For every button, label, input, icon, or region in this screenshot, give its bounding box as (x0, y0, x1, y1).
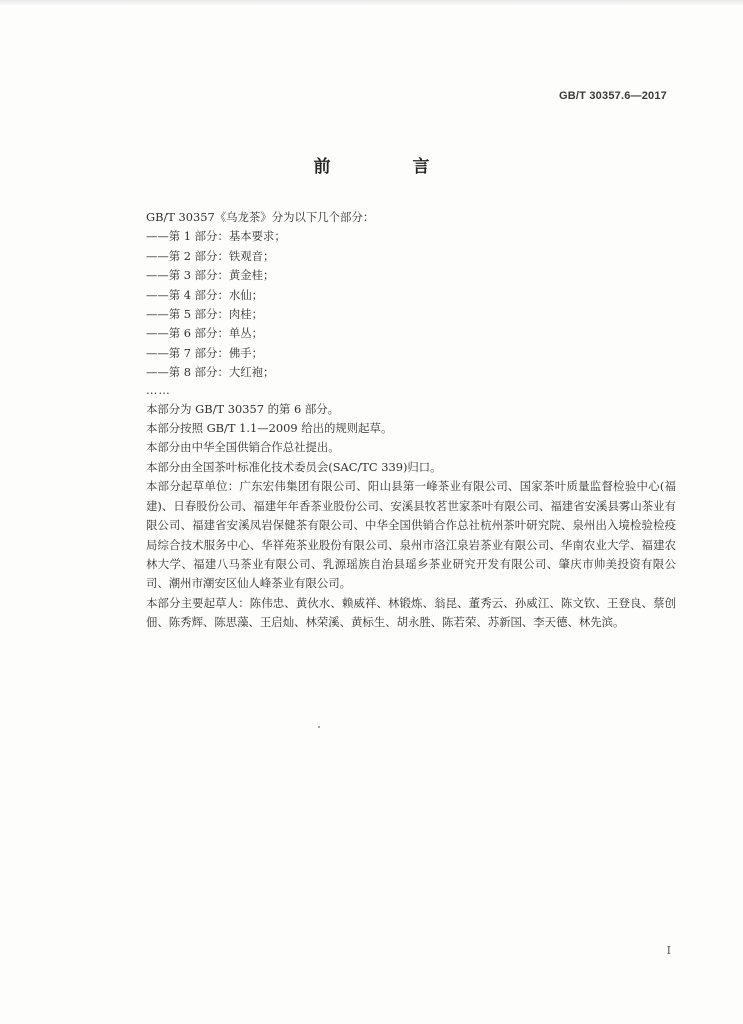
statement-administrator: 本部分由全国茶叶标准化技术委员会(SAC/TC 339)归口。 (146, 459, 442, 474)
list-item: ——第 5 部分：肉桂； (146, 307, 264, 322)
foreword-body (146, 208, 676, 633)
parts-intro: GB/T 30357《乌龙茶》分为以下几个部分： (146, 210, 375, 224)
list-item: ——第 4 部分：水仙； (146, 287, 264, 302)
list-item: ——第 8 部分：大红袍； (146, 365, 275, 380)
drafting-units-paragraph (118, 477, 676, 593)
parts-list (146, 227, 676, 382)
list-item: ——第 1 部分：基本要求； (146, 229, 286, 244)
statement-drafting-rules: 本部分按照 GB/T 1.1—2009 给出的规则起草。 (146, 421, 393, 436)
main-drafters-paragraph (118, 594, 676, 633)
list-item: ——第 7 部分：佛手； (146, 345, 264, 360)
statement-part-number: 本部分为 GB/T 30357 的第 6 部分。 (146, 401, 340, 416)
page-number: I (666, 944, 671, 957)
list-item: ——第 2 部分：铁观音； (146, 248, 275, 263)
statement-proposer: 本部分由中华全国供销合作总社提出。 (146, 440, 340, 455)
scan-speck (318, 726, 320, 728)
standard-code: GB/T 30357.6—2017 (559, 90, 667, 102)
list-item: ——第 6 部分：单丛； (146, 326, 264, 341)
main-drafters-text: 本部分主要起草人：陈伟忠、黄伙水、赖威祥、林锻炼、翁昆、董秀云、孙威江、陈文钦、王登良、蔡创佃、陈秀辉、陈思藻、王启灿、林荣溪、黄标生、胡永胜、陈若荣、苏新国、李天德、林先滨。 (146, 595, 676, 630)
scan-edge-shadow (0, 0, 743, 6)
page-title: 前 言 (313, 157, 468, 177)
list-item: ——第 3 部分：黄金桂； (146, 268, 275, 283)
drafting-units-text: 本部分起草单位：广东宏伟集团有限公司、阳山县第一峰茶业有限公司、国家茶叶质量监督检验中心(福建)、日春股份公司、福建年年香茶业股份公司、安溪县牧茗世家茶叶有限公司、福建省安溪县雾山茶业有限公司、福建省安溪凤岩保健茶有限公司、中华全国供销合作总社杭州茶叶研究院、泉州出入境检验检疫局综合技术服务中心、华祥苑茶业股份有限公司、泉州市洛江泉岩茶业有限公司、华南农业大学、福建农林大学、福建八马茶业有限公司、乳源瑶族自治县瑶乡茶业研究开发有限公司、肇庆市帅美投资有限公司、潮州市潮安区仙人峰茶业有限公司。 (146, 479, 676, 591)
list-ellipsis: …… (146, 382, 171, 397)
